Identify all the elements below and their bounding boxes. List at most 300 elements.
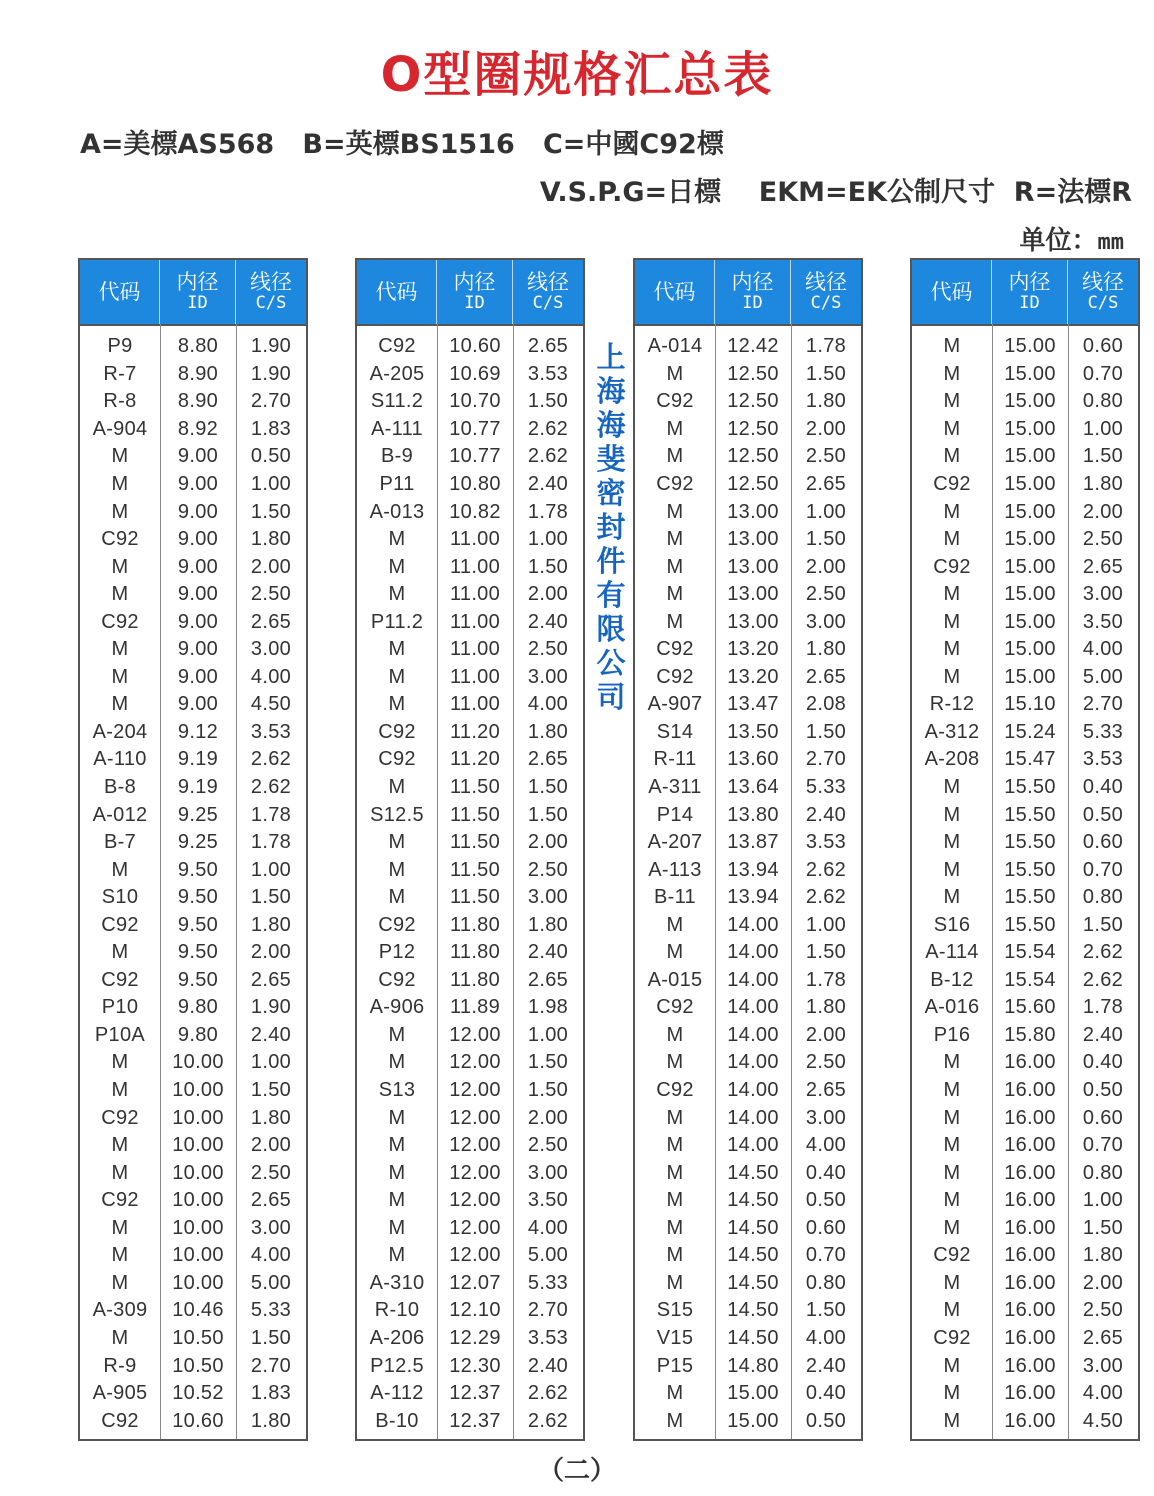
cell-cross-section: 2.40: [805, 803, 847, 826]
header-cs-en: C/S: [1087, 293, 1119, 313]
cell-inner-diameter: 10.00: [172, 1244, 224, 1267]
cell-code: A-311: [648, 776, 702, 799]
cell-inner-diameter: 10.00: [172, 1079, 224, 1102]
cell-code: A-012: [92, 803, 148, 826]
cell-cross-section: 0.40: [805, 1382, 847, 1405]
cell-code: S10: [101, 886, 139, 909]
cell-cross-section: 1.50: [527, 776, 569, 799]
cell-inner-diameter: 12.50: [727, 390, 779, 413]
cell-cross-section: 1.80: [1082, 1244, 1124, 1267]
cell-code: M: [943, 1271, 961, 1294]
company-char: 上: [596, 340, 626, 374]
table-row: [912, 801, 1138, 829]
cell-code: M: [111, 1161, 129, 1184]
cell-code: M: [111, 1326, 129, 1349]
table-row: [635, 581, 861, 609]
cell-code: A-205: [369, 362, 425, 385]
company-char: 封: [596, 510, 626, 544]
cell-inner-diameter: 13.00: [727, 610, 779, 633]
cell-code: B-12: [930, 968, 974, 991]
cell-code: M: [943, 831, 961, 854]
cell-cross-section: 1.50: [250, 886, 292, 909]
cell-cross-section: 0.50: [805, 1189, 847, 1212]
table-row: [912, 471, 1138, 499]
table-row: [80, 939, 306, 967]
table-row: [912, 333, 1138, 361]
cell-code: B-10: [375, 1409, 419, 1432]
cell-inner-diameter: 16.00: [1004, 1079, 1056, 1102]
cell-cross-section: 3.53: [250, 720, 292, 743]
cell-code: A-907: [647, 693, 703, 716]
cell-code: M: [388, 886, 406, 909]
table-row: [912, 719, 1138, 747]
company-char: 斐: [596, 442, 626, 476]
cell-inner-diameter: 12.30: [449, 1354, 501, 1377]
table-row: [635, 664, 861, 692]
cell-code: M: [388, 555, 406, 578]
table-row: [357, 498, 583, 526]
table-row: [635, 939, 861, 967]
cell-cross-section: 3.53: [527, 362, 569, 385]
cell-code: S15: [656, 1299, 694, 1322]
cell-code: M: [388, 1134, 406, 1157]
table-row: [357, 911, 583, 939]
page-title: O型圈规格汇总表: [380, 47, 774, 103]
header-code-label: 代码: [653, 280, 696, 304]
cell-cross-section: 3.00: [1082, 1354, 1124, 1377]
cell-code: M: [388, 665, 406, 688]
cell-inner-diameter: 15.00: [1004, 445, 1056, 468]
cell-cross-section: 1.00: [250, 858, 292, 881]
cell-cross-section: 2.62: [250, 776, 292, 799]
cell-code: A-111: [371, 417, 423, 440]
table-row: [912, 774, 1138, 802]
table-row: [357, 443, 583, 471]
table-row: [357, 1380, 583, 1408]
cell-cross-section: 3.53: [1082, 748, 1124, 771]
cell-cross-section: 2.70: [250, 390, 292, 413]
cell-code: C92: [656, 638, 694, 661]
header-cross-section: [236, 260, 306, 324]
cell-code: C92: [656, 1079, 694, 1102]
cell-cross-section: 5.33: [1082, 720, 1124, 743]
cell-code: A-204: [92, 720, 148, 743]
cell-cross-section: 2.65: [527, 748, 569, 771]
cell-cross-section: 2.50: [1082, 528, 1124, 551]
cell-inner-diameter: 9.00: [177, 555, 219, 578]
cell-code: M: [666, 583, 684, 606]
table-row: [635, 829, 861, 857]
cell-inner-diameter: 11.20: [449, 720, 501, 743]
table-row: [635, 1297, 861, 1325]
cell-code: M: [666, 555, 684, 578]
cell-inner-diameter: 15.00: [1004, 555, 1056, 578]
cell-cross-section: 2.50: [527, 1134, 569, 1157]
cell-code: P11.2: [370, 610, 424, 633]
cell-code: C92: [656, 996, 694, 1019]
cell-cross-section: 2.08: [805, 693, 847, 716]
cell-code: M: [388, 583, 406, 606]
cell-cross-section: 1.83: [250, 1382, 292, 1405]
cell-code: M: [388, 1161, 406, 1184]
cell-inner-diameter: 13.00: [727, 528, 779, 551]
spec-table-2: [355, 258, 585, 1441]
cell-code: M: [666, 1271, 684, 1294]
cell-code: R-7: [103, 362, 137, 385]
table-row: [912, 581, 1138, 609]
cell-code: M: [666, 362, 684, 385]
cell-cross-section: 3.00: [250, 638, 292, 661]
cell-code: M: [666, 1244, 684, 1267]
cell-inner-diameter: 16.00: [1004, 1382, 1056, 1405]
cell-cross-section: 2.65: [250, 1189, 292, 1212]
cell-inner-diameter: 9.50: [177, 858, 219, 881]
cell-code: M: [943, 1134, 961, 1157]
table-row: [357, 1132, 583, 1160]
cell-cross-section: 2.40: [250, 1023, 292, 1046]
cell-code: R-12: [929, 693, 975, 716]
cell-inner-diameter: 12.50: [727, 362, 779, 385]
table-row: [912, 967, 1138, 995]
table-row: [912, 664, 1138, 692]
cell-code: M: [388, 1244, 406, 1267]
cell-cross-section: 3.00: [250, 1216, 292, 1239]
table-row: [80, 1270, 306, 1298]
table-row: [357, 939, 583, 967]
cell-inner-diameter: 13.20: [727, 638, 779, 661]
cell-code: M: [943, 528, 961, 551]
cell-code: P9: [107, 335, 133, 358]
cell-cross-section: 2.62: [527, 1409, 569, 1432]
cell-code: C92: [101, 1409, 139, 1432]
header-inner-diameter: [992, 260, 1068, 324]
cell-inner-diameter: 9.25: [177, 831, 219, 854]
cell-inner-diameter: 12.00: [449, 1161, 501, 1184]
table-row: [80, 498, 306, 526]
cell-inner-diameter: 11.00: [449, 583, 501, 606]
cell-inner-diameter: 11.00: [449, 555, 501, 578]
cell-cross-section: 1.50: [1082, 913, 1124, 936]
cell-cross-section: 1.50: [250, 1326, 292, 1349]
table-row: [80, 333, 306, 361]
cell-code: M: [388, 1216, 406, 1239]
cell-inner-diameter: 11.50: [449, 776, 501, 799]
table-row: [357, 526, 583, 554]
table-row: [80, 1215, 306, 1243]
table-row: [357, 884, 583, 912]
cell-code: C92: [101, 528, 139, 551]
table-row: [357, 471, 583, 499]
header-cross-section: [791, 260, 861, 324]
table-row: [80, 967, 306, 995]
cell-code: M: [388, 1189, 406, 1212]
cell-cross-section: 2.62: [527, 417, 569, 440]
cell-code: M: [111, 1271, 129, 1294]
table-row: [357, 746, 583, 774]
cell-inner-diameter: 9.50: [177, 968, 219, 991]
page-number: （二）: [537, 1456, 616, 1486]
cell-inner-diameter: 15.80: [1004, 1023, 1056, 1046]
cell-code: M: [111, 473, 129, 495]
cell-inner-diameter: 16.00: [1004, 1354, 1056, 1377]
cell-inner-diameter: 15.50: [1004, 776, 1056, 799]
cell-code: M: [111, 1051, 129, 1074]
cell-cross-section: 1.00: [527, 1023, 569, 1046]
cell-cross-section: 0.50: [1082, 1079, 1124, 1102]
table-row: [635, 416, 861, 444]
table-row: [912, 939, 1138, 967]
header-cs-cn: 线径: [250, 270, 292, 294]
cell-inner-diameter: 13.50: [727, 720, 779, 743]
cell-code: R-9: [103, 1354, 137, 1377]
table-row: [912, 1187, 1138, 1215]
header-cs-en: C/S: [810, 293, 842, 313]
cell-cross-section: 1.90: [250, 996, 292, 1019]
cell-code: M: [943, 417, 961, 440]
table-row: [635, 1104, 861, 1132]
cell-cross-section: 1.50: [527, 1051, 569, 1074]
cell-cross-section: 2.50: [527, 638, 569, 661]
company-char: 有: [596, 578, 626, 612]
cell-inner-diameter: 13.80: [727, 803, 779, 826]
table-row: [80, 443, 306, 471]
table-row: [80, 581, 306, 609]
cell-code: M: [111, 445, 129, 468]
table-row: [80, 746, 306, 774]
cell-cross-section: 1.80: [805, 638, 847, 661]
cell-inner-diameter: 9.19: [177, 748, 219, 771]
cell-inner-diameter: 11.50: [449, 831, 501, 854]
table-row: [635, 774, 861, 802]
cell-inner-diameter: 16.00: [1004, 1271, 1056, 1294]
cell-code: M: [666, 528, 684, 551]
table-row: [357, 1297, 583, 1325]
cell-code: C92: [656, 665, 694, 688]
cell-code: M: [111, 1134, 129, 1157]
table-row: [357, 636, 583, 664]
cell-code: M: [943, 1106, 961, 1129]
cell-code: R-11: [653, 748, 697, 771]
cell-code: M: [111, 693, 129, 716]
cell-code: C92: [656, 473, 694, 495]
table-row: [912, 829, 1138, 857]
cell-inner-diameter: 15.00: [1004, 583, 1056, 606]
cell-inner-diameter: 16.00: [1004, 1051, 1056, 1074]
cell-code: M: [111, 555, 129, 578]
table-row: [635, 1187, 861, 1215]
cell-inner-diameter: 9.50: [177, 913, 219, 936]
cell-code: A-013: [369, 500, 425, 523]
cell-code: C92: [378, 968, 416, 991]
header-cs-en: C/S: [532, 293, 564, 313]
cell-code: P14: [656, 803, 694, 826]
table-row: [912, 1325, 1138, 1353]
cell-cross-section: 1.50: [527, 555, 569, 578]
cell-cross-section: 3.50: [1082, 610, 1124, 633]
table-row: [912, 361, 1138, 389]
table-header: [357, 260, 583, 326]
cell-code: A-014: [647, 335, 703, 358]
table-row: [80, 1352, 306, 1380]
table-row: [635, 1380, 861, 1408]
cell-inner-diameter: 12.00: [449, 1051, 501, 1074]
cell-cross-section: 1.80: [527, 720, 569, 743]
cell-inner-diameter: 12.42: [727, 335, 779, 358]
cell-cross-section: 1.50: [805, 528, 847, 551]
cell-inner-diameter: 9.50: [177, 941, 219, 964]
cell-cross-section: 1.78: [805, 335, 847, 358]
table-row: [912, 553, 1138, 581]
table-row: [635, 333, 861, 361]
cell-code: M: [666, 1409, 684, 1432]
cell-inner-diameter: 10.00: [172, 1106, 224, 1129]
cell-cross-section: 2.40: [527, 610, 569, 633]
cell-inner-diameter: 10.69: [449, 362, 501, 385]
cell-code: A-309: [92, 1299, 148, 1322]
cell-cross-section: 1.00: [1082, 417, 1124, 440]
cell-code: A-904: [92, 417, 148, 440]
table-row: [357, 1187, 583, 1215]
cell-inner-diameter: 10.00: [172, 1134, 224, 1157]
cell-cross-section: 3.00: [805, 1106, 847, 1129]
company-char: 司: [596, 680, 626, 714]
cell-inner-diameter: 14.00: [727, 968, 779, 991]
table-row: [80, 361, 306, 389]
cell-code: M: [111, 858, 129, 881]
cell-code: M: [111, 665, 129, 688]
table-row: [80, 719, 306, 747]
cell-cross-section: 2.70: [527, 1299, 569, 1322]
table-row: [912, 1132, 1138, 1160]
cell-code: B-9: [380, 445, 414, 468]
cell-inner-diameter: 13.00: [727, 583, 779, 606]
cell-code: S13: [378, 1079, 416, 1102]
header-code: [357, 260, 437, 324]
cell-code: M: [666, 1216, 684, 1239]
table-row: [80, 884, 306, 912]
unit-label: [1019, 220, 1124, 257]
cell-cross-section: 2.50: [1082, 1299, 1124, 1322]
cell-inner-diameter: 15.54: [1004, 941, 1056, 964]
cell-cross-section: 2.65: [805, 473, 847, 495]
header-code: [635, 260, 715, 324]
table-row: [912, 691, 1138, 719]
cell-inner-diameter: 14.00: [727, 913, 779, 936]
standards-legend-line-2: V.S.P.G=日標 EKM=EK公制尺寸 R=法標R: [539, 177, 1132, 208]
cell-cross-section: 1.80: [250, 913, 292, 936]
table-row: [80, 1104, 306, 1132]
cell-cross-section: 2.00: [805, 1023, 847, 1046]
cell-inner-diameter: 12.00: [449, 1189, 501, 1212]
header-cross-section: [1068, 260, 1138, 324]
table-row: [357, 1077, 583, 1105]
cell-inner-diameter: 12.00: [449, 1134, 501, 1157]
cell-code: C92: [101, 610, 139, 633]
cell-cross-section: 4.50: [250, 693, 292, 716]
cell-inner-diameter: 9.00: [177, 610, 219, 633]
table-row: [912, 994, 1138, 1022]
cell-code: A-312: [924, 720, 980, 743]
cell-inner-diameter: 15.50: [1004, 831, 1056, 854]
cell-inner-diameter: 10.00: [172, 1051, 224, 1074]
spec-table-1: [78, 258, 308, 1441]
cell-cross-section: 0.70: [1082, 858, 1124, 881]
cell-inner-diameter: 15.00: [1004, 417, 1056, 440]
cell-inner-diameter: 10.82: [449, 500, 501, 523]
cell-inner-diameter: 12.37: [449, 1409, 501, 1432]
cell-cross-section: 2.62: [250, 748, 292, 771]
cell-cross-section: 3.00: [1082, 583, 1124, 606]
cell-cross-section: 2.00: [805, 417, 847, 440]
cell-code: C92: [933, 555, 971, 578]
cell-cross-section: 4.00: [805, 1326, 847, 1349]
cell-cross-section: 1.50: [805, 362, 847, 385]
cell-code: C92: [933, 1244, 971, 1267]
table-row: [80, 911, 306, 939]
cell-inner-diameter: 12.50: [727, 417, 779, 440]
cell-code: M: [388, 831, 406, 854]
cell-cross-section: 2.65: [250, 610, 292, 633]
table-row: [80, 994, 306, 1022]
cell-inner-diameter: 10.00: [172, 1161, 224, 1184]
cell-inner-diameter: 10.00: [172, 1216, 224, 1239]
cell-code: M: [388, 1106, 406, 1129]
cell-cross-section: 1.00: [805, 913, 847, 936]
table-row: [357, 774, 583, 802]
table-row: [357, 1352, 583, 1380]
cell-inner-diameter: 9.25: [177, 803, 219, 826]
cell-inner-diameter: 11.89: [449, 996, 501, 1019]
header-inner-diameter: [715, 260, 791, 324]
cell-inner-diameter: 10.46: [172, 1299, 224, 1322]
cell-code: S16: [933, 913, 971, 936]
table-row: [635, 471, 861, 499]
cell-code: M: [666, 1161, 684, 1184]
cell-cross-section: 2.65: [1082, 555, 1124, 578]
cell-cross-section: 1.80: [250, 1106, 292, 1129]
cell-code: M: [943, 1382, 961, 1405]
header-cs-cn: 线径: [805, 270, 847, 294]
cell-cross-section: 0.50: [805, 1409, 847, 1432]
cell-inner-diameter: 16.00: [1004, 1244, 1056, 1267]
cell-cross-section: 4.00: [1082, 638, 1124, 661]
cell-inner-diameter: 10.52: [172, 1382, 224, 1405]
table-row: [912, 1104, 1138, 1132]
cell-inner-diameter: 11.50: [449, 886, 501, 909]
unit-label-text: 单位：: [1019, 226, 1098, 256]
header-code: [912, 260, 992, 324]
cell-cross-section: 2.70: [1082, 693, 1124, 716]
cell-inner-diameter: 12.50: [727, 445, 779, 468]
cell-inner-diameter: 16.00: [1004, 1409, 1056, 1432]
cell-inner-diameter: 15.00: [1004, 500, 1056, 523]
table-body: [635, 326, 861, 1439]
cell-inner-diameter: 14.00: [727, 941, 779, 964]
table-row: [912, 1159, 1138, 1187]
header-id-en: ID: [1019, 293, 1040, 313]
table-row: [80, 1242, 306, 1270]
cell-inner-diameter: 11.80: [449, 913, 501, 936]
cell-inner-diameter: 9.80: [177, 1023, 219, 1046]
cell-code: M: [666, 445, 684, 468]
cell-inner-diameter: 12.37: [449, 1382, 501, 1405]
cell-cross-section: 2.00: [527, 1106, 569, 1129]
table-row: [357, 361, 583, 389]
table-row: [635, 1159, 861, 1187]
cell-code: M: [943, 362, 961, 385]
company-char: 限: [596, 612, 626, 646]
cell-code: M: [943, 500, 961, 523]
